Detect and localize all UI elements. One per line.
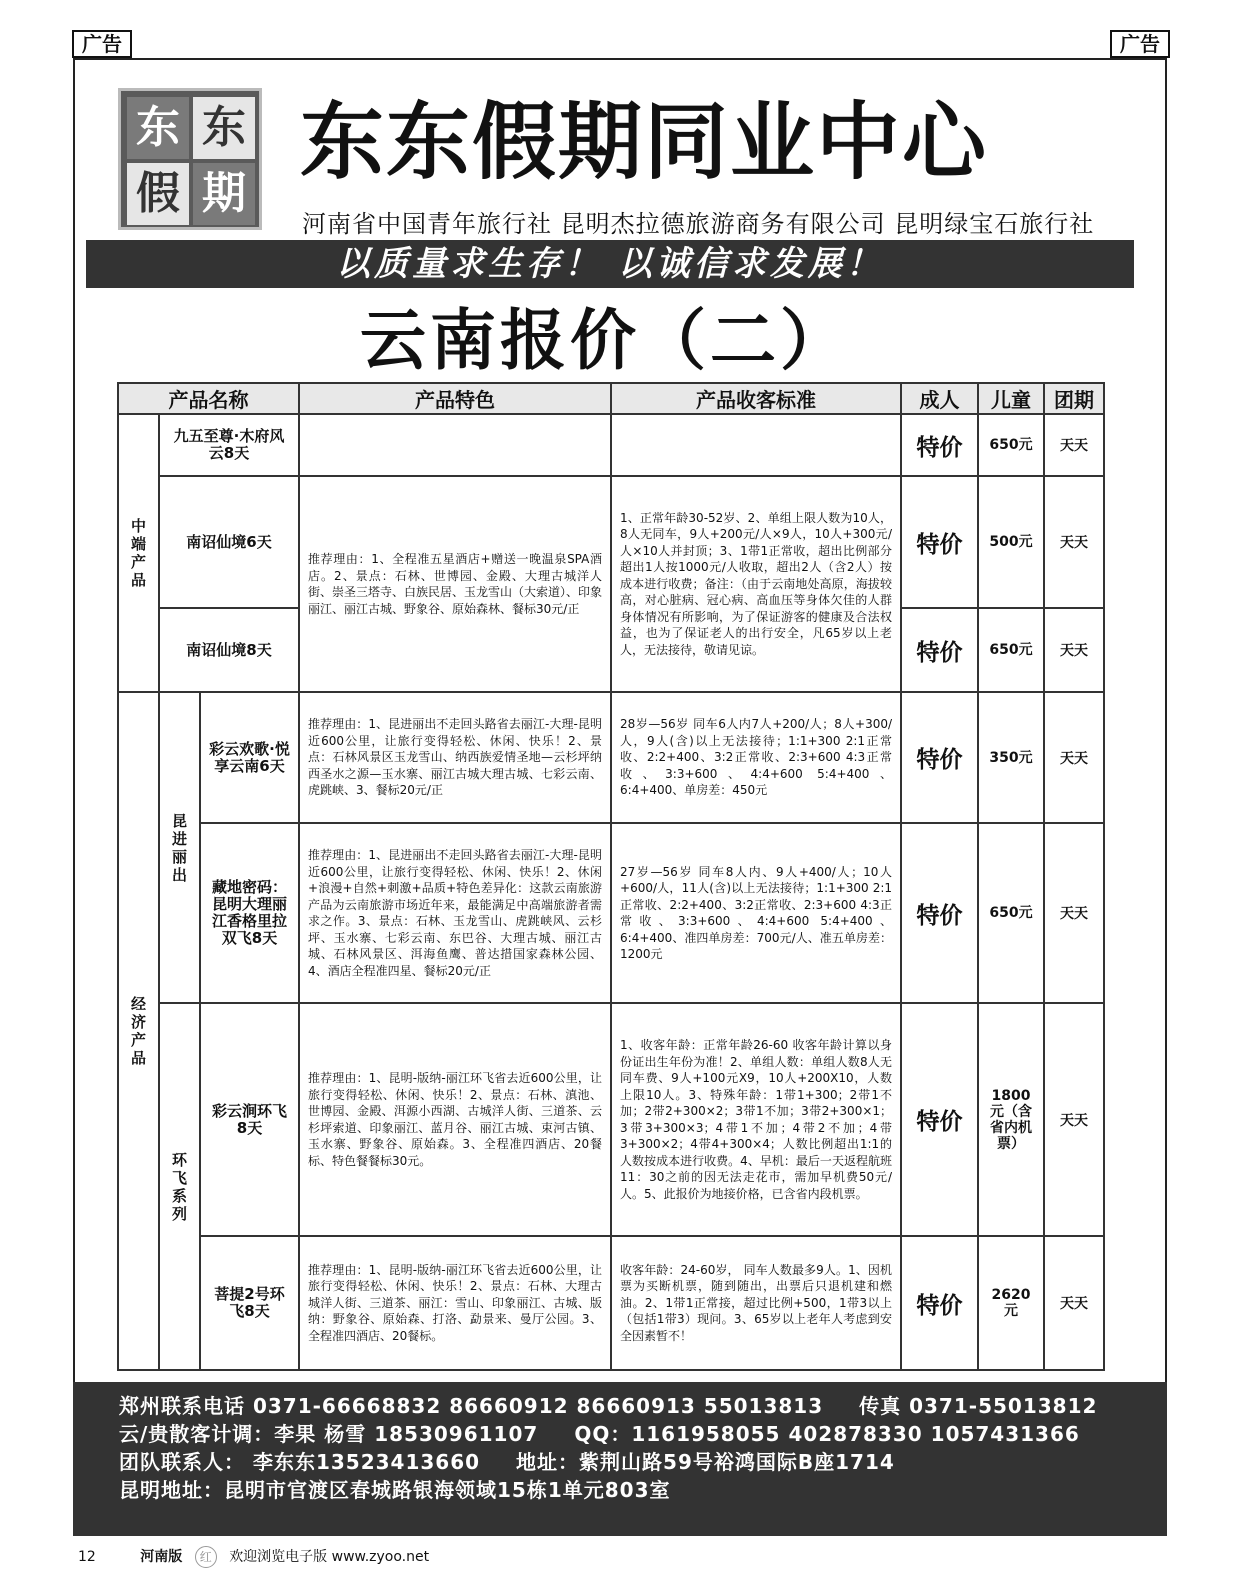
departure-period: 天天 [1044, 476, 1104, 608]
edition-badge: 红 [195, 1546, 217, 1568]
category-mid: 中端产品 [118, 414, 159, 692]
table-header-row [118, 383, 1104, 414]
departure-period: 天天 [1044, 1236, 1104, 1370]
departure-period: 天天 [1044, 1003, 1104, 1236]
child-price: 350元 [978, 692, 1044, 823]
departure-period: 天天 [1044, 414, 1104, 476]
product-name: 藏地密码：昆明大理丽江香格里拉双飞8天 [200, 823, 299, 1003]
adult-price: 特价 [901, 1003, 978, 1236]
product-feature: 推荐理由：1、全程准五星酒店+赠送一晚温泉SPA酒店。2、景点：石林、世博园、金殿、大理古城洋人街、崇圣三塔寺、白族民居、玉龙雪山（大索道）、印象丽江、丽江古城、野象谷、原始森林、餐标30元/正 [299, 476, 611, 692]
product-standard: 28岁—56岁 同车6人内7人+200/人；8人+300/人，9人(含)以上无法接待；1:1+300 2:1正常收、2:2+400、3:2正常收、2:3+600 4:3正常收、3:3+600、4:4+600 5:4+400、6:4+400、单房差：450元 [611, 692, 901, 823]
product-name: 菩提2号环飞8天 [200, 1236, 299, 1370]
adult-price: 特价 [901, 608, 978, 692]
departure-period: 天天 [1044, 823, 1104, 1003]
product-standard: 收客年龄：24-60岁， 同车人数最多9人。1、因机票为买断机票，随到随出，出票后只退机建和燃油。2、1带1正常接，超过比例+500，1带3以上（包括1带3）现问。3、65岁以上老年人考虑到安全因素暂不！ [611, 1236, 901, 1370]
adult-price: 特价 [901, 414, 978, 476]
logo [118, 88, 262, 230]
table-row [118, 692, 1104, 823]
product-feature: 推荐理由：1、昆明-版纳-丽江环飞省去近600公里，让旅行变得轻松、休闲、快乐！2、景点：石林、滇池、世博园、金殿、洱源小西湖、古城洋人街、三道茶、云杉坪索道、印象丽江、蓝月谷、丽江古城、束河古镇、玉水寨、野象谷、原始森。3、全程准四酒店、20餐标、特色餐餐标30元。 [299, 1003, 611, 1236]
table-row [118, 1003, 1104, 1236]
contact-block [73, 1382, 1167, 1536]
kunming-address: 昆明地址：昆明市官渡区春城路银海领域15栋1单元803室 [119, 1478, 671, 1502]
page-number: 12 [78, 1549, 96, 1565]
brand-name: 东东假期同业中心 [300, 93, 989, 191]
planner-contact: 云/贵散客计调：李果 杨雪 18530961107 [119, 1422, 539, 1446]
adult-price: 特价 [901, 1236, 978, 1370]
logo-char: 东 [193, 97, 255, 159]
subcategory-kunming: 昆进丽出 [159, 692, 200, 1003]
fax: 传真 0371-55013812 [859, 1394, 1098, 1418]
contact-line [119, 1392, 1167, 1420]
qq-numbers: QQ：1161958055 402878330 1057431366 [574, 1422, 1080, 1446]
table-row [118, 1236, 1104, 1370]
subcategory-loop: 环飞系列 [159, 1003, 200, 1370]
contact-line [119, 1420, 1167, 1448]
departure-period: 天天 [1044, 692, 1104, 823]
child-price: 650元 [978, 823, 1044, 1003]
product-name: 彩云涧环飞8天 [200, 1003, 299, 1236]
contact-line [119, 1448, 1167, 1476]
product-feature: 推荐理由：1、昆进丽出不走回头路省去丽江-大理-昆明近600公里，让旅行变得轻松、休闲、快乐！2、休闲+浪漫+自然+刺激+品质+特色差异化：这款云南旅游产品为云南旅游市场近年来，最能满足中高端旅游者需求之作。3、景点：石林、玉龙雪山、虎跳峡风、云杉坪、玉水寨、七彩云南、东巴谷、大理古城、丽江古城、石林风景区、洱海鱼鹰、普达措国家森林公园、4、酒店全程准四星、餐标20元/正 [299, 823, 611, 1003]
address: 地址：紫荆山路59号裕鸿国际B座1714 [516, 1450, 895, 1474]
category-economy: 经济产品 [118, 692, 159, 1370]
logo-char: 期 [193, 163, 255, 225]
adult-price: 特价 [901, 692, 978, 823]
header-adult: 成人 [901, 383, 978, 414]
adult-price: 特价 [901, 823, 978, 1003]
agency-list: 河南省中国青年旅行社 昆明杰拉德旅游商务有限公司 昆明绿宝石旅行社 [302, 210, 1095, 238]
team-contact: 团队联系人： 李东东13523413660 [119, 1450, 481, 1474]
ad-tag-right: 广告 [1110, 30, 1170, 58]
zhengzhou-phone: 郑州联系电话 0371-66668832 86660912 86660913 55013813 [119, 1394, 824, 1418]
product-feature: 推荐理由：1、昆明-版纳-丽江环飞省去近600公里，让旅行变得轻松、休闲、快乐！2、景点：石林、大理古城洋人街、三道茶、丽江：雪山、印象丽江、古城、版纳：野象谷、原始森、打洛、勐景来、曼厅公园。3、全程准四酒店、20餐标。 [299, 1236, 611, 1370]
adult-price: 特价 [901, 476, 978, 608]
product-feature [299, 414, 611, 476]
header-feature: 产品特色 [299, 383, 611, 414]
product-standard: 27岁—56岁 同车8人内、9人+400/人；10人+600/人，11人(含)以上无法接待；1:1+300 2:1正常收、2:2+400、3:2正常收、2:3+600 4:3正常收、3:3+600、4:4+600 5:4+400、6:4+400、准四单房差：700元/人、准五单房差：1200元 [611, 823, 901, 1003]
logo-char: 假 [127, 163, 189, 225]
page-title: 云南报价（二） [360, 301, 850, 379]
child-price: 650元 [978, 414, 1044, 476]
page-footer [78, 1546, 429, 1568]
child-price: 500元 [978, 476, 1044, 608]
product-name: 彩云欢歌·悦享云南6天 [200, 692, 299, 823]
product-name: 南诏仙境8天 [159, 608, 299, 692]
logo-char: 东 [127, 97, 189, 159]
ad-tag-left: 广告 [72, 30, 132, 58]
table-row [118, 476, 1104, 608]
child-price: 1800元（含省内机票） [978, 1003, 1044, 1236]
product-standard: 1、收客年龄：正常年龄26-60 收客年龄计算以身份证出生年份为准！2、单组人数：单组人数8人无同车费、9人+100元X9，10人+200X10，人数上限10人。3、特殊年龄：1带1+300；2带1不加；2带2+300×2；3带1不加；3带2+300×1；3带3+300×3；4带1不加；4带2不加；4带3+300×2；4带4+300×4；人数比例超出1:1的人数按成本进行收费。4、早机：最后一天返程航班11：30之前的因无法走花市，需加早机费50元/人。5、此报价为地接价格，已含省内段机票。 [611, 1003, 901, 1236]
header-name: 产品名称 [118, 383, 299, 414]
slogan-banner: 以质量求生存！ 以诚信求发展！ [86, 240, 1134, 288]
price-table [117, 382, 1105, 1371]
product-standard [611, 414, 901, 476]
product-name: 九五至尊·木府风云8天 [159, 414, 299, 476]
child-price: 2620元 [978, 1236, 1044, 1370]
table-row [118, 414, 1104, 476]
product-feature: 推荐理由：1、昆进丽出不走回头路省去丽江-大理-昆明近600公里，让旅行变得轻松、休闲、快乐！2、景点：石林风景区玉龙雪山、纳西族爱情圣地—云杉坪纳西圣水之源—玉水寨、丽江古城大理古城、七彩云南、虎跳峡、3、餐标20元/正 [299, 692, 611, 823]
header-child: 儿童 [978, 383, 1044, 414]
header-standard: 产品收客标准 [611, 383, 901, 414]
footer-website[interactable]: 欢迎浏览电子版 www.zyoo.net [229, 1549, 430, 1565]
header-period: 团期 [1044, 383, 1104, 414]
table-row [118, 823, 1104, 1003]
product-standard: 1、正常年龄30-52岁、2、单组上限人数为10人，8人无同车，9人+200元/人×9人，10人+300元/人×10人并封顶；3、1带1正常收，超出比例部分超出1人按1000元/人收取，超出2人（含2人）按成本进行收费；备注：（由于云南地处高原，海拔较高，对心脏病、冠心病、高血压等身体欠佳的人群身体情况有所影响，为了保证游客的健康及合法权益，也为了保证老人的出行安全，凡65岁以上老人，无法接待，敬请见谅。 [611, 476, 901, 692]
edition-label: 河南版 [140, 1549, 183, 1565]
departure-period: 天天 [1044, 608, 1104, 692]
product-name: 南诏仙境6天 [159, 476, 299, 608]
child-price: 650元 [978, 608, 1044, 692]
